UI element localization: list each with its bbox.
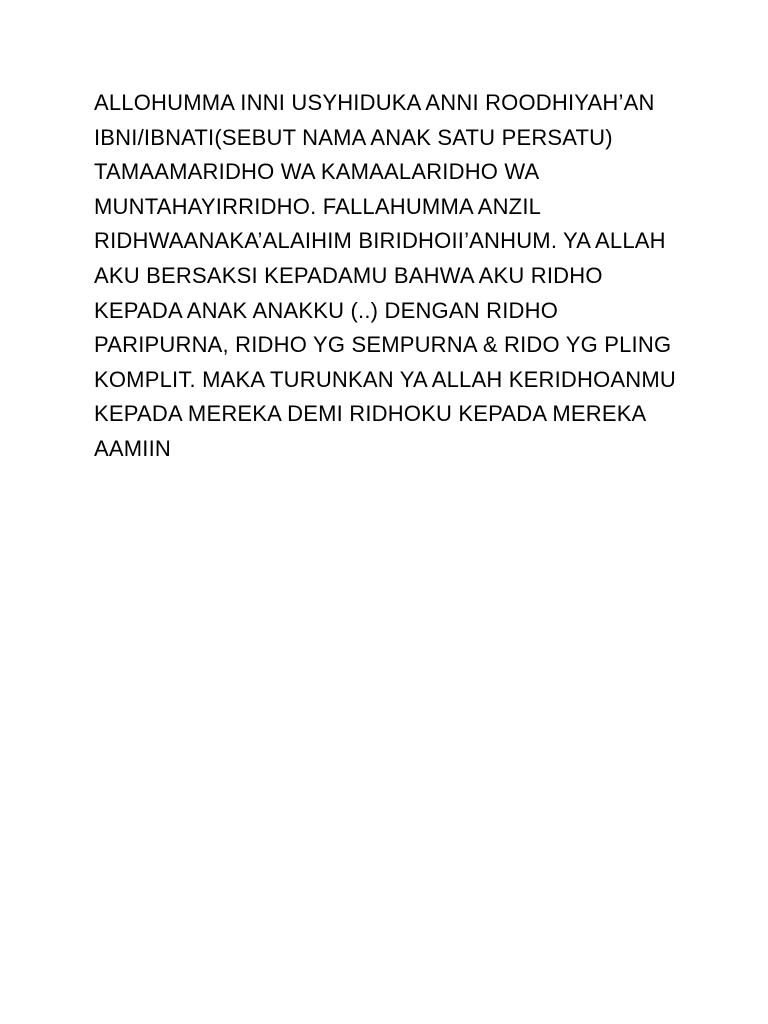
paragraph-line: KEPADA ANAK ANAKKU (..) DENGAN RIDHO	[94, 297, 559, 323]
paragraph-line: ALLOHUMMA INNI USYHIDUKA ANNI ROODHIYAH’AN	[94, 90, 655, 115]
paragraph-line: TAMAAMARIDHO WA KAMAALARIDHO WA	[94, 159, 540, 185]
paragraph-line: KOMPLIT. MAKA TURUNKAN YA ALLAH KERIDHOANMU	[94, 366, 676, 392]
paragraph-line: RIDHWAANAKA’ALAIHIM BIRIDHOII’ANHUM. YA ALLAH	[94, 228, 666, 254]
paragraph-line: PARIPURNA, RIDHO YG SEMPURNA & RIDO YG PLING	[94, 332, 672, 358]
paragraph-line: IBNI/IBNATI(SEBUT NAMA ANAK SATU PERSATU)	[94, 124, 613, 150]
paragraph-line: AKU BERSAKSI KEPADAMU BAHWA AKU RIDHO	[94, 262, 603, 288]
paragraph-line: MUNTAHAYIRRIDHO. FALLAHUMMA ANZIL	[94, 193, 542, 219]
prayer-paragraph	[94, 86, 694, 467]
paragraph-line: AAMIIN	[94, 435, 171, 461]
paragraph-line: KEPADA MEREKA DEMI RIDHOKU KEPADA MEREKA	[94, 401, 647, 427]
